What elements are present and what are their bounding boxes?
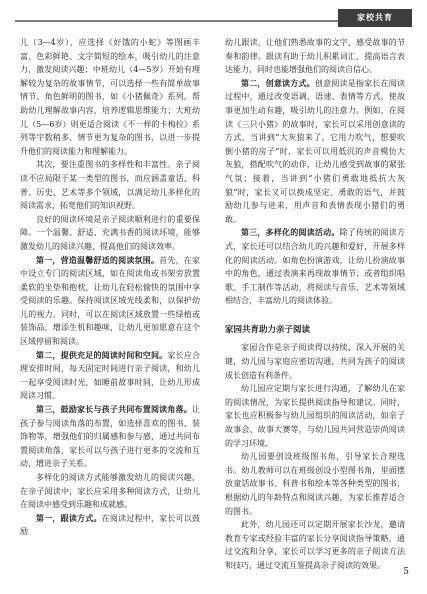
page-number: 5 bbox=[403, 567, 409, 577]
paragraph bbox=[20, 213, 200, 254]
paragraph bbox=[20, 403, 200, 471]
paragraph-text: 在阅读过程中，家长可以鼓励 bbox=[20, 513, 201, 537]
paragraph bbox=[225, 450, 405, 518]
paragraph-text: 首先，在家中设立专门的阅读区域，如在阅读角或书架旁放置柔软的坐垫和抱枕，让幼儿在轻松愉快的氛围中享受阅读的乐趣。保持阅读区域光线柔和，以保护幼儿的视力。同时，可以在阅读区域放置一些绿植或装饰品，增添生机和趣味，让幼儿更加愿意在这个区域停留和阅读。 bbox=[20, 255, 201, 347]
paragraph-lead: 第一，跟读方式。 bbox=[36, 512, 102, 523]
right-column bbox=[225, 36, 405, 573]
paragraph-text: 家园合作是亲子阅读得以持续、深入开展的关键，幼儿园与家庭应密切沟通，共同为孩子的阅读成长创造有利条件。 bbox=[225, 343, 405, 380]
paragraph-text: 幼儿跟读，让他们熟悉故事的文字，感受故事的节奏和韵律。跟读有助于幼儿积累词汇，提高语言表达能力，同时也能增强他们的阅读自信心。 bbox=[225, 38, 405, 75]
paragraph-text: 多样化的阅读方式能够激发幼儿的阅读兴趣，在亲子阅读中，家长应采用多种阅读方式，让幼儿在阅读中感受到乐趣和成就感。 bbox=[20, 473, 200, 510]
paragraph-text: 让孩子参与阅读角落的布置，如选择喜欢的图书、装饰物等，增强他们的归属感和参与感，通过共同布置阅读角落，家长可以与孩子进行更多的交流和互动，增进亲子关系。 bbox=[20, 405, 200, 469]
paragraph-lead: 第二，创意读方式。 bbox=[241, 77, 315, 88]
section-heading: 家园共育助力亲子阅读 bbox=[225, 324, 311, 335]
paragraph-lead: 第三，多样化的阅读活动。 bbox=[241, 227, 340, 238]
paragraph bbox=[20, 512, 200, 539]
paragraph bbox=[225, 518, 405, 572]
paragraph bbox=[225, 77, 405, 227]
paragraph-lead: 第二，提供充足的阅读时间和空间。 bbox=[36, 349, 168, 360]
paragraph bbox=[225, 36, 405, 77]
paragraph-text: 幼儿园应定期与家长进行沟通，了解幼儿在家的阅读情况，为家长提供阅读指导和建议。同时，家长也应积极参与幼儿园组织的阅读活动，如亲子故事会、故事大赛等，与幼儿园共同营造崇尚阅读的学习环境。 bbox=[225, 384, 405, 448]
paragraph bbox=[225, 226, 405, 308]
paragraph-lead: 第三，鼓励家长与孩子共同布置阅读角落。 bbox=[36, 404, 192, 415]
paragraph-text: 创意阅读是指家长在阅读过程中，通过改变语调、语速、表情等方式，使故事更加生动有趣，吸引幼儿的注意力。例如，在阅读《三只小猪》的故事时，家长可以采用创意读的方式，当讲到“大灰狼来了，它用力吹气，想要吹倒小猪的房子”时，家长可以用低沉的声音模仿大灰狼，搭配吹气的动作，让幼儿感受到故事的紧张气氛；接着，当讲到“小猪们勇敢地抵抗大灰狼”时，家长又可以换成坚定、勇敢的语气，并鼓励幼儿参与进来，用声音和表情表现小猪们的勇敢。 bbox=[225, 78, 406, 224]
paragraph bbox=[20, 254, 200, 349]
paragraph-text: 儿（3—4岁），应选择《好饿的小蛇》等图画丰富、色彩鲜艳、文字简短的绘本，吸引幼儿的注意力，激发阅读兴趣；中班幼儿（4—5岁）开始有理解较为复杂的故事情节，可以选择一些有简单故事情节、角色鲜明的图书，如《小猪佩奇》系列，帮助幼儿理解故事内容，培养逻辑思维能力；大班幼儿（5—6岁）则更适合阅读《不一样的卡梅拉》系列等字数稍多、情节更为复杂的图书，以进一步提升他们的阅读能力和理解能力。 bbox=[20, 38, 200, 156]
paragraph bbox=[20, 471, 200, 512]
paragraph-text: 此外，幼儿园还可以定期开展家长沙龙，邀请教育专家或经验丰富的家长分享阅读指导策略，通过交流和分享，家长可以学习更多的亲子阅读方法和技巧，通过交流互鉴提高亲子阅读的效果。 bbox=[225, 520, 405, 570]
paragraph-lead: 第一，营造温馨舒适的阅读氛围。 bbox=[36, 254, 160, 265]
paragraph-text: 除了传统的阅读方式，家长还可以结合幼儿的兴趣和爱好，开展多样化的阅读活动。如角色扮演游戏，让幼儿扮演故事中的角色，通过表演来再现故事情节；或者组织唱歌、手工制作等活动，将阅读与音乐、艺术等领域相结合，丰富幼儿的阅读体验。 bbox=[225, 228, 406, 306]
page-header bbox=[15, 9, 412, 27]
paragraph bbox=[225, 382, 405, 450]
paragraph bbox=[20, 349, 200, 403]
paragraph bbox=[225, 341, 405, 382]
paragraph bbox=[20, 158, 200, 212]
paragraph-text: 其次，要注重图书的多样性和丰富性。亲子阅读不应局限于某一类型的图书，而应涵盖童话、科普、历史、艺术等多个领域，以满足幼儿多样化的阅读需求，拓宽他们的知识视野。 bbox=[20, 160, 200, 211]
paragraph-text: 幼儿园要创设班级图书角，引导家长合理选书。幼儿教师可以在班级创设小型图书角，里面摆放童话故事书、科普书和绘本等各种类型的图书，根据幼儿的年龄特点和阅读兴趣，为家长推荐适合的图书。 bbox=[225, 452, 405, 516]
left-column bbox=[20, 36, 200, 539]
paragraph-text: 家长应合理安排时间，每天固定时间进行亲子阅读，和幼儿一起享受阅读时光，如睡前故事时间，让幼儿形成阅读习惯。 bbox=[20, 350, 201, 401]
column-tag: 家校共育 bbox=[338, 9, 412, 27]
paragraph-text: 良好的阅读环境是亲子阅读顺利进行的重要保障。一个温馨、舒适、充满书香的阅读环境，能够激发幼儿的阅读兴趣，提高他们的阅读效率。 bbox=[20, 214, 200, 251]
paragraph bbox=[20, 36, 200, 158]
